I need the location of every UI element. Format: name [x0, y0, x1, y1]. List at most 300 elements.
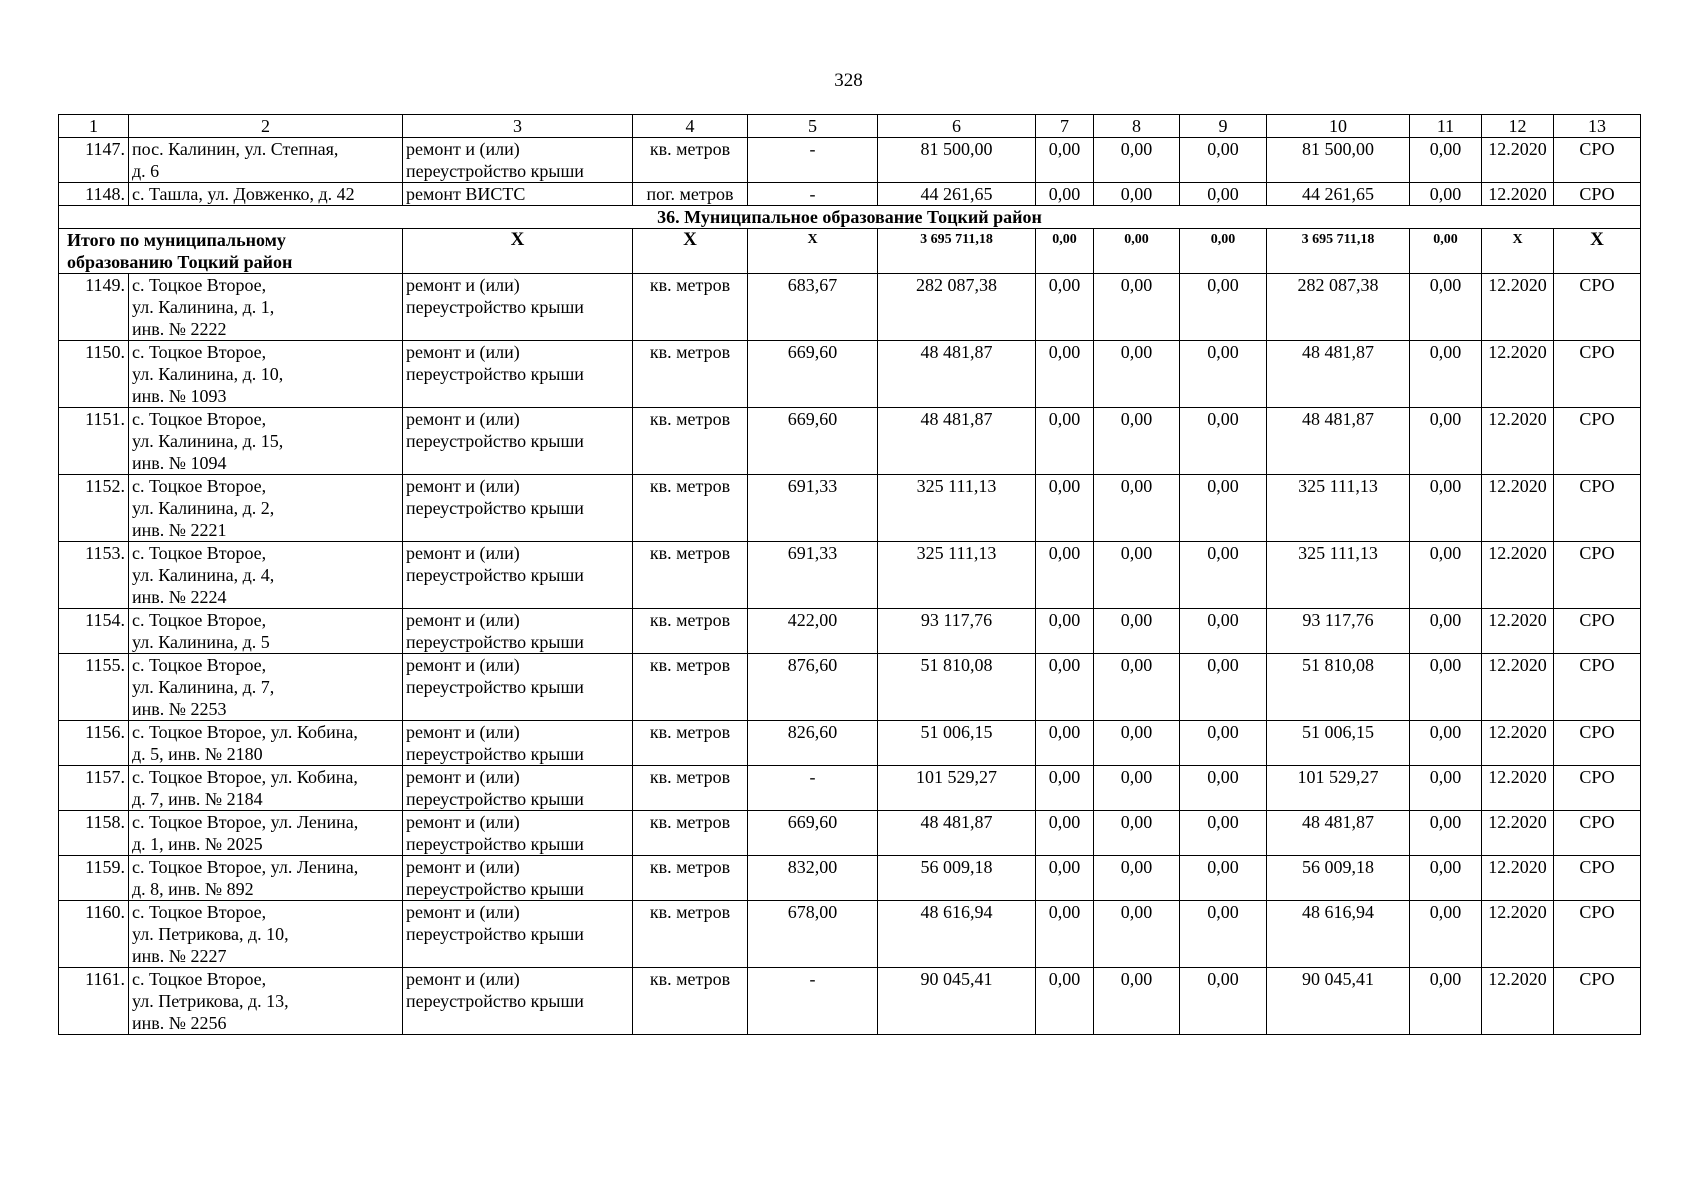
total-cell-c6: 3 695 711,18	[878, 229, 1036, 274]
value-cell-c7: 0,00	[1036, 811, 1094, 856]
total-label	[59, 229, 403, 274]
work-type-cell-line: ремонт и (или)	[406, 902, 520, 922]
address-cell-line: с. Тоцкое Второе, ул. Ленина,	[132, 812, 359, 832]
value-cell-c5: 683,67	[748, 274, 878, 341]
column-header: 8	[1094, 115, 1180, 138]
deadline-cell: 12.2020	[1482, 654, 1554, 721]
value-cell-c11: 0,00	[1410, 766, 1482, 811]
value-cell-c10: 44 261,65	[1267, 183, 1410, 206]
deadline-cell: 12.2020	[1482, 475, 1554, 542]
value-cell-c11: 0,00	[1410, 654, 1482, 721]
value-cell-c5: 422,00	[748, 609, 878, 654]
value-cell-c5: 669,60	[748, 341, 878, 408]
funding-source-cell: СРО	[1554, 542, 1641, 609]
work-type-cell-line: переустройство крыши	[406, 879, 584, 899]
address-cell-line: с. Тоцкое Второе, ул. Кобина,	[132, 767, 358, 787]
value-cell-c6: 101 529,27	[878, 766, 1036, 811]
value-cell-c7: 0,00	[1036, 475, 1094, 542]
total-label-line: Итого по муниципальному	[67, 230, 286, 250]
value-cell-c9: 0,00	[1180, 408, 1267, 475]
value-cell-c6: 90 045,41	[878, 968, 1036, 1035]
value-cell-c5: -	[748, 968, 878, 1035]
value-cell-c8: 0,00	[1094, 901, 1180, 968]
work-type-cell-line: ремонт и (или)	[406, 722, 520, 742]
work-type-cell-line: ремонт и (или)	[406, 476, 520, 496]
column-header: 12	[1482, 115, 1554, 138]
address-cell-line: с. Тоцкое Второе,	[132, 409, 267, 429]
address-cell-line: ул. Калинина, д. 1,	[132, 297, 275, 317]
work-type-cell-line: ремонт и (или)	[406, 655, 520, 675]
address-cell	[129, 654, 403, 721]
funding-source-cell: СРО	[1554, 654, 1641, 721]
deadline-cell: 12.2020	[1482, 609, 1554, 654]
column-header: 4	[633, 115, 748, 138]
funding-source-cell: СРО	[1554, 811, 1641, 856]
total-cell-c12: Х	[1482, 229, 1554, 274]
value-cell-c6: 56 009,18	[878, 856, 1036, 901]
address-cell-line: инв. № 2253	[132, 699, 227, 719]
unit-cell: кв. метров	[633, 901, 748, 968]
address-cell-line: ул. Калинина, д. 10,	[132, 364, 284, 384]
table-row	[59, 274, 1641, 341]
work-type-cell-line: переустройство крыши	[406, 834, 584, 854]
value-cell-c7: 0,00	[1036, 721, 1094, 766]
value-cell-c5: 691,33	[748, 475, 878, 542]
work-type-cell-line: переустройство крыши	[406, 677, 584, 697]
address-cell	[129, 475, 403, 542]
total-cell-c13: Х	[1554, 229, 1641, 274]
unit-cell: кв. метров	[633, 609, 748, 654]
value-cell-c7: 0,00	[1036, 408, 1094, 475]
address-cell	[129, 274, 403, 341]
value-cell-c9: 0,00	[1180, 183, 1267, 206]
address-cell-line: пос. Калинин, ул. Степная,	[132, 139, 339, 159]
value-cell-c7: 0,00	[1036, 654, 1094, 721]
row-number: 1149.	[59, 274, 129, 341]
deadline-cell: 12.2020	[1482, 183, 1554, 206]
row-number: 1148.	[59, 183, 129, 206]
address-cell	[129, 341, 403, 408]
value-cell-c5: 826,60	[748, 721, 878, 766]
work-type-cell-line: переустройство крыши	[406, 297, 584, 317]
value-cell-c9: 0,00	[1180, 654, 1267, 721]
value-cell-c6: 325 111,13	[878, 475, 1036, 542]
work-type-cell-line: ремонт и (или)	[406, 610, 520, 630]
value-cell-c11: 0,00	[1410, 609, 1482, 654]
value-cell-c6: 48 481,87	[878, 811, 1036, 856]
value-cell-c8: 0,00	[1094, 341, 1180, 408]
value-cell-c8: 0,00	[1094, 654, 1180, 721]
column-number-row	[59, 115, 1641, 138]
unit-cell: кв. метров	[633, 542, 748, 609]
unit-cell: пог. метров	[633, 183, 748, 206]
address-cell-line: инв. № 2222	[132, 319, 227, 339]
table-body	[59, 115, 1641, 1035]
table-row	[59, 654, 1641, 721]
work-type-cell-line: переустройство крыши	[406, 498, 584, 518]
column-header: 1	[59, 115, 129, 138]
deadline-cell: 12.2020	[1482, 811, 1554, 856]
row-number: 1150.	[59, 341, 129, 408]
address-cell-line: ул. Калинина, д. 2,	[132, 498, 275, 518]
funding-source-cell: СРО	[1554, 408, 1641, 475]
work-type-cell-line: переустройство крыши	[406, 924, 584, 944]
address-cell	[129, 811, 403, 856]
table-row	[59, 609, 1641, 654]
work-type-cell-line: ремонт и (или)	[406, 543, 520, 563]
work-type-cell	[403, 968, 633, 1035]
value-cell-c10: 48 481,87	[1267, 341, 1410, 408]
table-row	[59, 341, 1641, 408]
deadline-cell: 12.2020	[1482, 856, 1554, 901]
value-cell-c11: 0,00	[1410, 274, 1482, 341]
address-cell-line: ул. Петрикова, д. 13,	[132, 991, 289, 1011]
total-label-line: образованию Тоцкий район	[67, 252, 293, 272]
work-type-cell	[403, 183, 633, 206]
total-cell-c3: Х	[403, 229, 633, 274]
work-type-cell-line: ремонт и (или)	[406, 812, 520, 832]
address-cell-line: ул. Калинина, д. 7,	[132, 677, 275, 697]
unit-cell: кв. метров	[633, 811, 748, 856]
address-cell-line: с. Тоцкое Второе, ул. Кобина,	[132, 722, 358, 742]
unit-cell: кв. метров	[633, 856, 748, 901]
column-header: 7	[1036, 115, 1094, 138]
work-type-cell	[403, 408, 633, 475]
total-cell-c5: Х	[748, 229, 878, 274]
value-cell-c6: 51 006,15	[878, 721, 1036, 766]
funding-source-cell: СРО	[1554, 341, 1641, 408]
funding-source-cell: СРО	[1554, 609, 1641, 654]
unit-cell: кв. метров	[633, 138, 748, 183]
value-cell-c7: 0,00	[1036, 542, 1094, 609]
work-type-cell-line: ремонт и (или)	[406, 969, 520, 989]
column-header: 6	[878, 115, 1036, 138]
table-row	[59, 183, 1641, 206]
address-cell	[129, 901, 403, 968]
address-cell	[129, 856, 403, 901]
funding-source-cell: СРО	[1554, 721, 1641, 766]
unit-cell: кв. метров	[633, 341, 748, 408]
unit-cell: кв. метров	[633, 766, 748, 811]
value-cell-c11: 0,00	[1410, 901, 1482, 968]
deadline-cell: 12.2020	[1482, 341, 1554, 408]
value-cell-c10: 282 087,38	[1267, 274, 1410, 341]
work-type-cell-line: переустройство крыши	[406, 632, 584, 652]
table-row	[59, 475, 1641, 542]
work-type-cell-line: переустройство крыши	[406, 431, 584, 451]
deadline-cell: 12.2020	[1482, 721, 1554, 766]
value-cell-c11: 0,00	[1410, 138, 1482, 183]
value-cell-c9: 0,00	[1180, 138, 1267, 183]
funding-source-cell: СРО	[1554, 475, 1641, 542]
page-number: 328	[834, 70, 863, 91]
value-cell-c10: 48 481,87	[1267, 811, 1410, 856]
work-type-cell	[403, 341, 633, 408]
value-cell-c8: 0,00	[1094, 183, 1180, 206]
value-cell-c6: 48 616,94	[878, 901, 1036, 968]
value-cell-c11: 0,00	[1410, 811, 1482, 856]
deadline-cell: 12.2020	[1482, 901, 1554, 968]
address-cell	[129, 721, 403, 766]
value-cell-c11: 0,00	[1410, 341, 1482, 408]
value-cell-c7: 0,00	[1036, 183, 1094, 206]
column-header: 13	[1554, 115, 1641, 138]
address-cell-line: ул. Калинина, д. 4,	[132, 565, 275, 585]
deadline-cell: 12.2020	[1482, 138, 1554, 183]
address-cell	[129, 542, 403, 609]
value-cell-c9: 0,00	[1180, 968, 1267, 1035]
deadline-cell: 12.2020	[1482, 968, 1554, 1035]
address-cell-line: ул. Калинина, д. 5	[132, 632, 270, 652]
funding-source-cell: СРО	[1554, 274, 1641, 341]
address-cell	[129, 183, 403, 206]
unit-cell: кв. метров	[633, 274, 748, 341]
funding-source-cell: СРО	[1554, 968, 1641, 1035]
value-cell-c7: 0,00	[1036, 274, 1094, 341]
address-cell-line: с. Тоцкое Второе,	[132, 543, 267, 563]
value-cell-c8: 0,00	[1094, 968, 1180, 1035]
work-type-cell	[403, 856, 633, 901]
work-type-cell-line: переустройство крыши	[406, 991, 584, 1011]
column-header: 2	[129, 115, 403, 138]
value-cell-c8: 0,00	[1094, 811, 1180, 856]
value-cell-c7: 0,00	[1036, 766, 1094, 811]
work-type-cell-line: переустройство крыши	[406, 565, 584, 585]
value-cell-c11: 0,00	[1410, 183, 1482, 206]
work-type-cell-line: ремонт и (или)	[406, 409, 520, 429]
work-type-cell-line: переустройство крыши	[406, 161, 584, 181]
value-cell-c10: 325 111,13	[1267, 542, 1410, 609]
work-type-cell	[403, 274, 633, 341]
address-cell-line: с. Тоцкое Второе,	[132, 610, 267, 630]
value-cell-c10: 93 117,76	[1267, 609, 1410, 654]
value-cell-c9: 0,00	[1180, 766, 1267, 811]
total-cell-c11: 0,00	[1410, 229, 1482, 274]
total-row	[59, 229, 1641, 274]
row-number: 1158.	[59, 811, 129, 856]
deadline-cell: 12.2020	[1482, 408, 1554, 475]
section-title-row	[59, 206, 1641, 229]
address-cell-line: инв. № 1094	[132, 453, 227, 473]
value-cell-c11: 0,00	[1410, 542, 1482, 609]
address-cell-line: с. Тоцкое Второе,	[132, 342, 267, 362]
funding-source-cell: СРО	[1554, 766, 1641, 811]
value-cell-c5: 876,60	[748, 654, 878, 721]
address-cell-line: с. Тоцкое Второе,	[132, 275, 267, 295]
value-cell-c7: 0,00	[1036, 968, 1094, 1035]
value-cell-c8: 0,00	[1094, 609, 1180, 654]
value-cell-c9: 0,00	[1180, 856, 1267, 901]
value-cell-c10: 81 500,00	[1267, 138, 1410, 183]
work-type-cell	[403, 138, 633, 183]
column-header: 3	[403, 115, 633, 138]
address-cell-line: с. Тоцкое Второе,	[132, 655, 267, 675]
value-cell-c11: 0,00	[1410, 475, 1482, 542]
value-cell-c6: 93 117,76	[878, 609, 1036, 654]
table-row	[59, 856, 1641, 901]
value-cell-c7: 0,00	[1036, 609, 1094, 654]
work-type-cell	[403, 901, 633, 968]
row-number: 1154.	[59, 609, 129, 654]
address-cell-line: с. Тоцкое Второе,	[132, 902, 267, 922]
work-type-cell-line: переустройство крыши	[406, 364, 584, 384]
work-type-cell-line: ремонт и (или)	[406, 342, 520, 362]
address-cell-line: с. Тоцкое Второе, ул. Ленина,	[132, 857, 359, 877]
value-cell-c8: 0,00	[1094, 766, 1180, 811]
value-cell-c7: 0,00	[1036, 341, 1094, 408]
address-cell-line: с. Ташла, ул. Довженко, д. 42	[132, 184, 355, 204]
row-number: 1157.	[59, 766, 129, 811]
column-header: 11	[1410, 115, 1482, 138]
address-cell	[129, 968, 403, 1035]
value-cell-c7: 0,00	[1036, 901, 1094, 968]
value-cell-c6: 325 111,13	[878, 542, 1036, 609]
value-cell-c10: 51 006,15	[1267, 721, 1410, 766]
work-type-cell	[403, 475, 633, 542]
column-header: 10	[1267, 115, 1410, 138]
value-cell-c8: 0,00	[1094, 856, 1180, 901]
table-row	[59, 408, 1641, 475]
address-cell-line: д. 7, инв. № 2184	[132, 789, 263, 809]
total-cell-c9: 0,00	[1180, 229, 1267, 274]
value-cell-c8: 0,00	[1094, 408, 1180, 475]
value-cell-c8: 0,00	[1094, 475, 1180, 542]
value-cell-c6: 51 810,08	[878, 654, 1036, 721]
value-cell-c10: 56 009,18	[1267, 856, 1410, 901]
table-row	[59, 542, 1641, 609]
funding-source-cell: СРО	[1554, 183, 1641, 206]
value-cell-c5: 691,33	[748, 542, 878, 609]
value-cell-c8: 0,00	[1094, 721, 1180, 766]
value-cell-c9: 0,00	[1180, 811, 1267, 856]
column-header: 5	[748, 115, 878, 138]
work-type-cell	[403, 609, 633, 654]
total-cell-c10: 3 695 711,18	[1267, 229, 1410, 274]
row-number: 1161.	[59, 968, 129, 1035]
value-cell-c5: 669,60	[748, 811, 878, 856]
value-cell-c10: 101 529,27	[1267, 766, 1410, 811]
address-cell-line: д. 1, инв. № 2025	[132, 834, 263, 854]
value-cell-c5: -	[748, 766, 878, 811]
section-title: 36. Муниципальное образование Тоцкий район	[59, 206, 1641, 229]
value-cell-c9: 0,00	[1180, 475, 1267, 542]
table-row	[59, 766, 1641, 811]
funding-source-cell: СРО	[1554, 138, 1641, 183]
table-row	[59, 968, 1641, 1035]
unit-cell: кв. метров	[633, 654, 748, 721]
address-cell-line: инв. № 2227	[132, 946, 227, 966]
unit-cell: кв. метров	[633, 968, 748, 1035]
unit-cell: кв. метров	[633, 475, 748, 542]
work-type-cell-line: ремонт и (или)	[406, 139, 520, 159]
work-type-cell	[403, 721, 633, 766]
column-header: 9	[1180, 115, 1267, 138]
funding-source-cell: СРО	[1554, 901, 1641, 968]
value-cell-c6: 282 087,38	[878, 274, 1036, 341]
row-number: 1153.	[59, 542, 129, 609]
total-cell-c7: 0,00	[1036, 229, 1094, 274]
value-cell-c5: -	[748, 138, 878, 183]
row-number: 1151.	[59, 408, 129, 475]
value-cell-c11: 0,00	[1410, 856, 1482, 901]
address-cell	[129, 609, 403, 654]
value-cell-c10: 90 045,41	[1267, 968, 1410, 1035]
value-cell-c5: 832,00	[748, 856, 878, 901]
row-number: 1147.	[59, 138, 129, 183]
deadline-cell: 12.2020	[1482, 274, 1554, 341]
work-type-cell-line: переустройство крыши	[406, 789, 584, 809]
address-cell-line: инв. № 2221	[132, 520, 227, 540]
value-cell-c9: 0,00	[1180, 542, 1267, 609]
address-cell-line: инв. № 2224	[132, 587, 227, 607]
value-cell-c9: 0,00	[1180, 341, 1267, 408]
address-cell-line: ул. Калинина, д. 15,	[132, 431, 284, 451]
funding-source-cell: СРО	[1554, 856, 1641, 901]
table-row	[59, 901, 1641, 968]
value-cell-c9: 0,00	[1180, 274, 1267, 341]
unit-cell: кв. метров	[633, 721, 748, 766]
table-row	[59, 811, 1641, 856]
work-type-cell-line: ремонт и (или)	[406, 275, 520, 295]
value-cell-c11: 0,00	[1410, 968, 1482, 1035]
address-cell	[129, 138, 403, 183]
repair-program-table	[58, 114, 1641, 1035]
value-cell-c7: 0,00	[1036, 856, 1094, 901]
table-row	[59, 721, 1641, 766]
value-cell-c5: 669,60	[748, 408, 878, 475]
row-number: 1160.	[59, 901, 129, 968]
work-type-cell-line: ремонт ВИСТС	[406, 184, 526, 204]
deadline-cell: 12.2020	[1482, 766, 1554, 811]
address-cell	[129, 408, 403, 475]
value-cell-c8: 0,00	[1094, 274, 1180, 341]
address-cell-line: с. Тоцкое Второе,	[132, 969, 267, 989]
value-cell-c9: 0,00	[1180, 901, 1267, 968]
value-cell-c10: 51 810,08	[1267, 654, 1410, 721]
value-cell-c6: 44 261,65	[878, 183, 1036, 206]
total-cell-c4: Х	[633, 229, 748, 274]
value-cell-c5: -	[748, 183, 878, 206]
value-cell-c6: 48 481,87	[878, 408, 1036, 475]
value-cell-c6: 48 481,87	[878, 341, 1036, 408]
value-cell-c11: 0,00	[1410, 721, 1482, 766]
deadline-cell: 12.2020	[1482, 542, 1554, 609]
work-type-cell	[403, 654, 633, 721]
unit-cell: кв. метров	[633, 408, 748, 475]
work-type-cell-line: ремонт и (или)	[406, 767, 520, 787]
value-cell-c10: 325 111,13	[1267, 475, 1410, 542]
work-type-cell-line: переустройство крыши	[406, 744, 584, 764]
value-cell-c11: 0,00	[1410, 408, 1482, 475]
address-cell-line: д. 8, инв. № 892	[132, 879, 254, 899]
row-number: 1156.	[59, 721, 129, 766]
work-type-cell	[403, 542, 633, 609]
work-type-cell-line: ремонт и (или)	[406, 857, 520, 877]
value-cell-c6: 81 500,00	[878, 138, 1036, 183]
row-number: 1155.	[59, 654, 129, 721]
table-row	[59, 138, 1641, 183]
work-type-cell	[403, 811, 633, 856]
value-cell-c8: 0,00	[1094, 138, 1180, 183]
value-cell-c5: 678,00	[748, 901, 878, 968]
total-cell-c8: 0,00	[1094, 229, 1180, 274]
value-cell-c9: 0,00	[1180, 721, 1267, 766]
address-cell-line: д. 6	[132, 161, 160, 181]
value-cell-c10: 48 481,87	[1267, 408, 1410, 475]
address-cell-line: ул. Петрикова, д. 10,	[132, 924, 289, 944]
value-cell-c10: 48 616,94	[1267, 901, 1410, 968]
value-cell-c8: 0,00	[1094, 542, 1180, 609]
